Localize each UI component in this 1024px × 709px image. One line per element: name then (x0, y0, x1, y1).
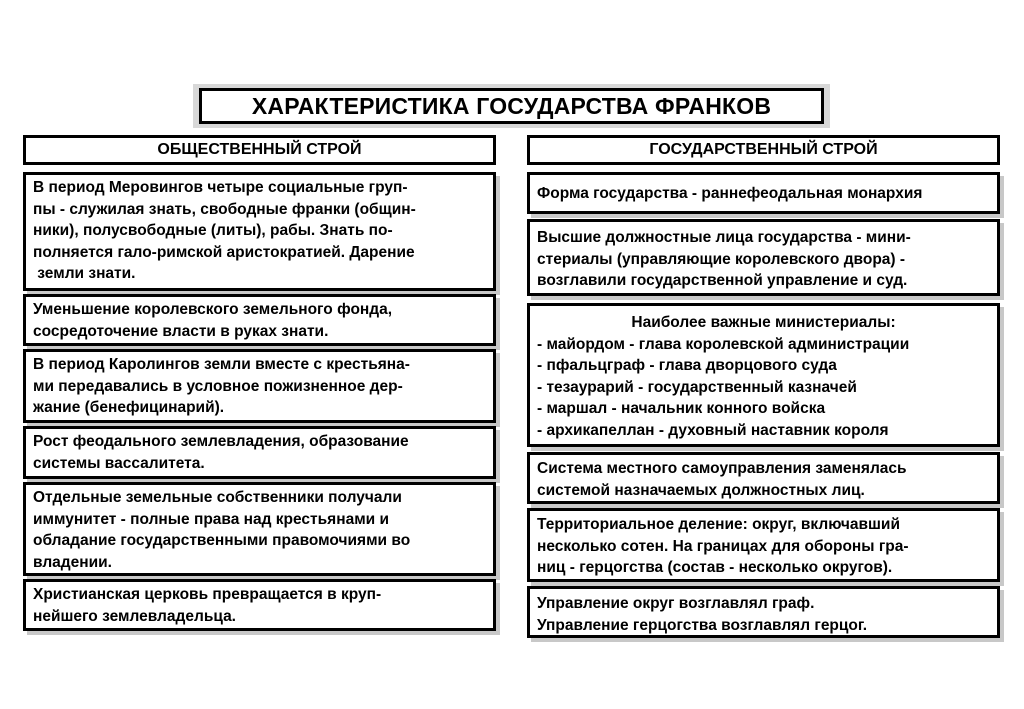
card-line: владении. (33, 553, 112, 571)
state-card-ministerials (527, 303, 1000, 447)
card-line: ми передавались в условное пожизненное дер- (33, 377, 403, 395)
card-line: - архикапеллан - духовный наставник короля (537, 421, 889, 439)
page-title: ХАРАКТЕРИСТИКА ГОСУДАРСТВА ФРАНКОВ (199, 88, 824, 124)
left-column-header: ОБЩЕСТВЕННЫЙ СТРОЙ (23, 135, 496, 165)
card-line: Отдельные земельные собственники получали (33, 489, 402, 506)
social-card-church (23, 579, 496, 631)
card-line: стериалы (управляющие королевского двора) - (537, 250, 906, 268)
card-line: - майордом - глава королевской администрации (537, 335, 910, 353)
card-line: жание (бенефицинарий). (33, 399, 225, 416)
card-line: ниц - герцогства (состав - несколько округов). (537, 559, 893, 576)
card-line: Рост феодального землевладения, образование (33, 433, 409, 450)
card-line: Высшие должностные лица государства - мини- (537, 229, 911, 246)
card-line: полняется гало-римской аристократией. Дарение (33, 243, 415, 261)
card-line: иммунитет - полные права над крестьянами и (33, 510, 390, 528)
card-line: В период Меровингов четыре социальные груп- (33, 179, 408, 196)
state-card-form (527, 172, 1000, 214)
state-card-territorial-division (527, 508, 1000, 582)
social-card-royal-fund (23, 294, 496, 346)
card-line: Управление герцогства возглавлял герцог. (537, 616, 868, 634)
card-line: сосредоточение власти в руках знати. (33, 322, 329, 340)
title-frame (193, 84, 830, 128)
card-line: несколько сотен. На границах для обороны гра- (537, 537, 909, 555)
card-line: - пфальцграф - глава дворцового суда (537, 357, 837, 374)
card-line: Форма государства - раннефеодальная монархия (537, 185, 923, 202)
card-line: системы вассалитета. (33, 454, 205, 472)
card-line: Уменьшение королевского земельного фонда, (33, 301, 393, 318)
state-card-officials (527, 219, 1000, 296)
card-line-heading: Наиболее важные министериалы: (631, 314, 896, 331)
card-line: возглавили государственной управление и суд. (537, 272, 908, 289)
social-card-merovingian (23, 172, 496, 291)
card-line: ники), полусвободные (литы), рабы. Знать по- (33, 222, 393, 239)
card-line: Управление округ возглавлял граф. (537, 595, 815, 612)
card-line: Система местного самоуправления заменялась (537, 460, 907, 477)
card-line: Территориальное деление: округ, включавший (537, 516, 900, 533)
right-column-header: ГОСУДАРСТВЕННЫЙ СТРОЙ (527, 135, 1000, 165)
card-line: системой назначаемых должностных лиц. (537, 481, 865, 499)
social-card-carolingian (23, 349, 496, 423)
card-line: - маршал - начальник конного войска (537, 400, 826, 417)
social-card-immunity (23, 482, 496, 576)
card-line: земли знати. (33, 265, 136, 282)
card-line: Христианская церковь превращается в круп- (33, 586, 382, 603)
card-line: В период Каролингов земли вместе с крестьяна- (33, 356, 410, 373)
state-card-local-government (527, 452, 1000, 504)
state-card-administration (527, 586, 1000, 638)
card-line: обладание государственными правомочиями во (33, 532, 411, 549)
card-line: - тезаурарий - государственный казначей (537, 378, 857, 396)
card-line: нейшего землевладельца. (33, 607, 236, 625)
card-line: пы - служилая знать, свободные франки (общин- (33, 200, 416, 218)
social-card-vassalage (23, 426, 496, 479)
